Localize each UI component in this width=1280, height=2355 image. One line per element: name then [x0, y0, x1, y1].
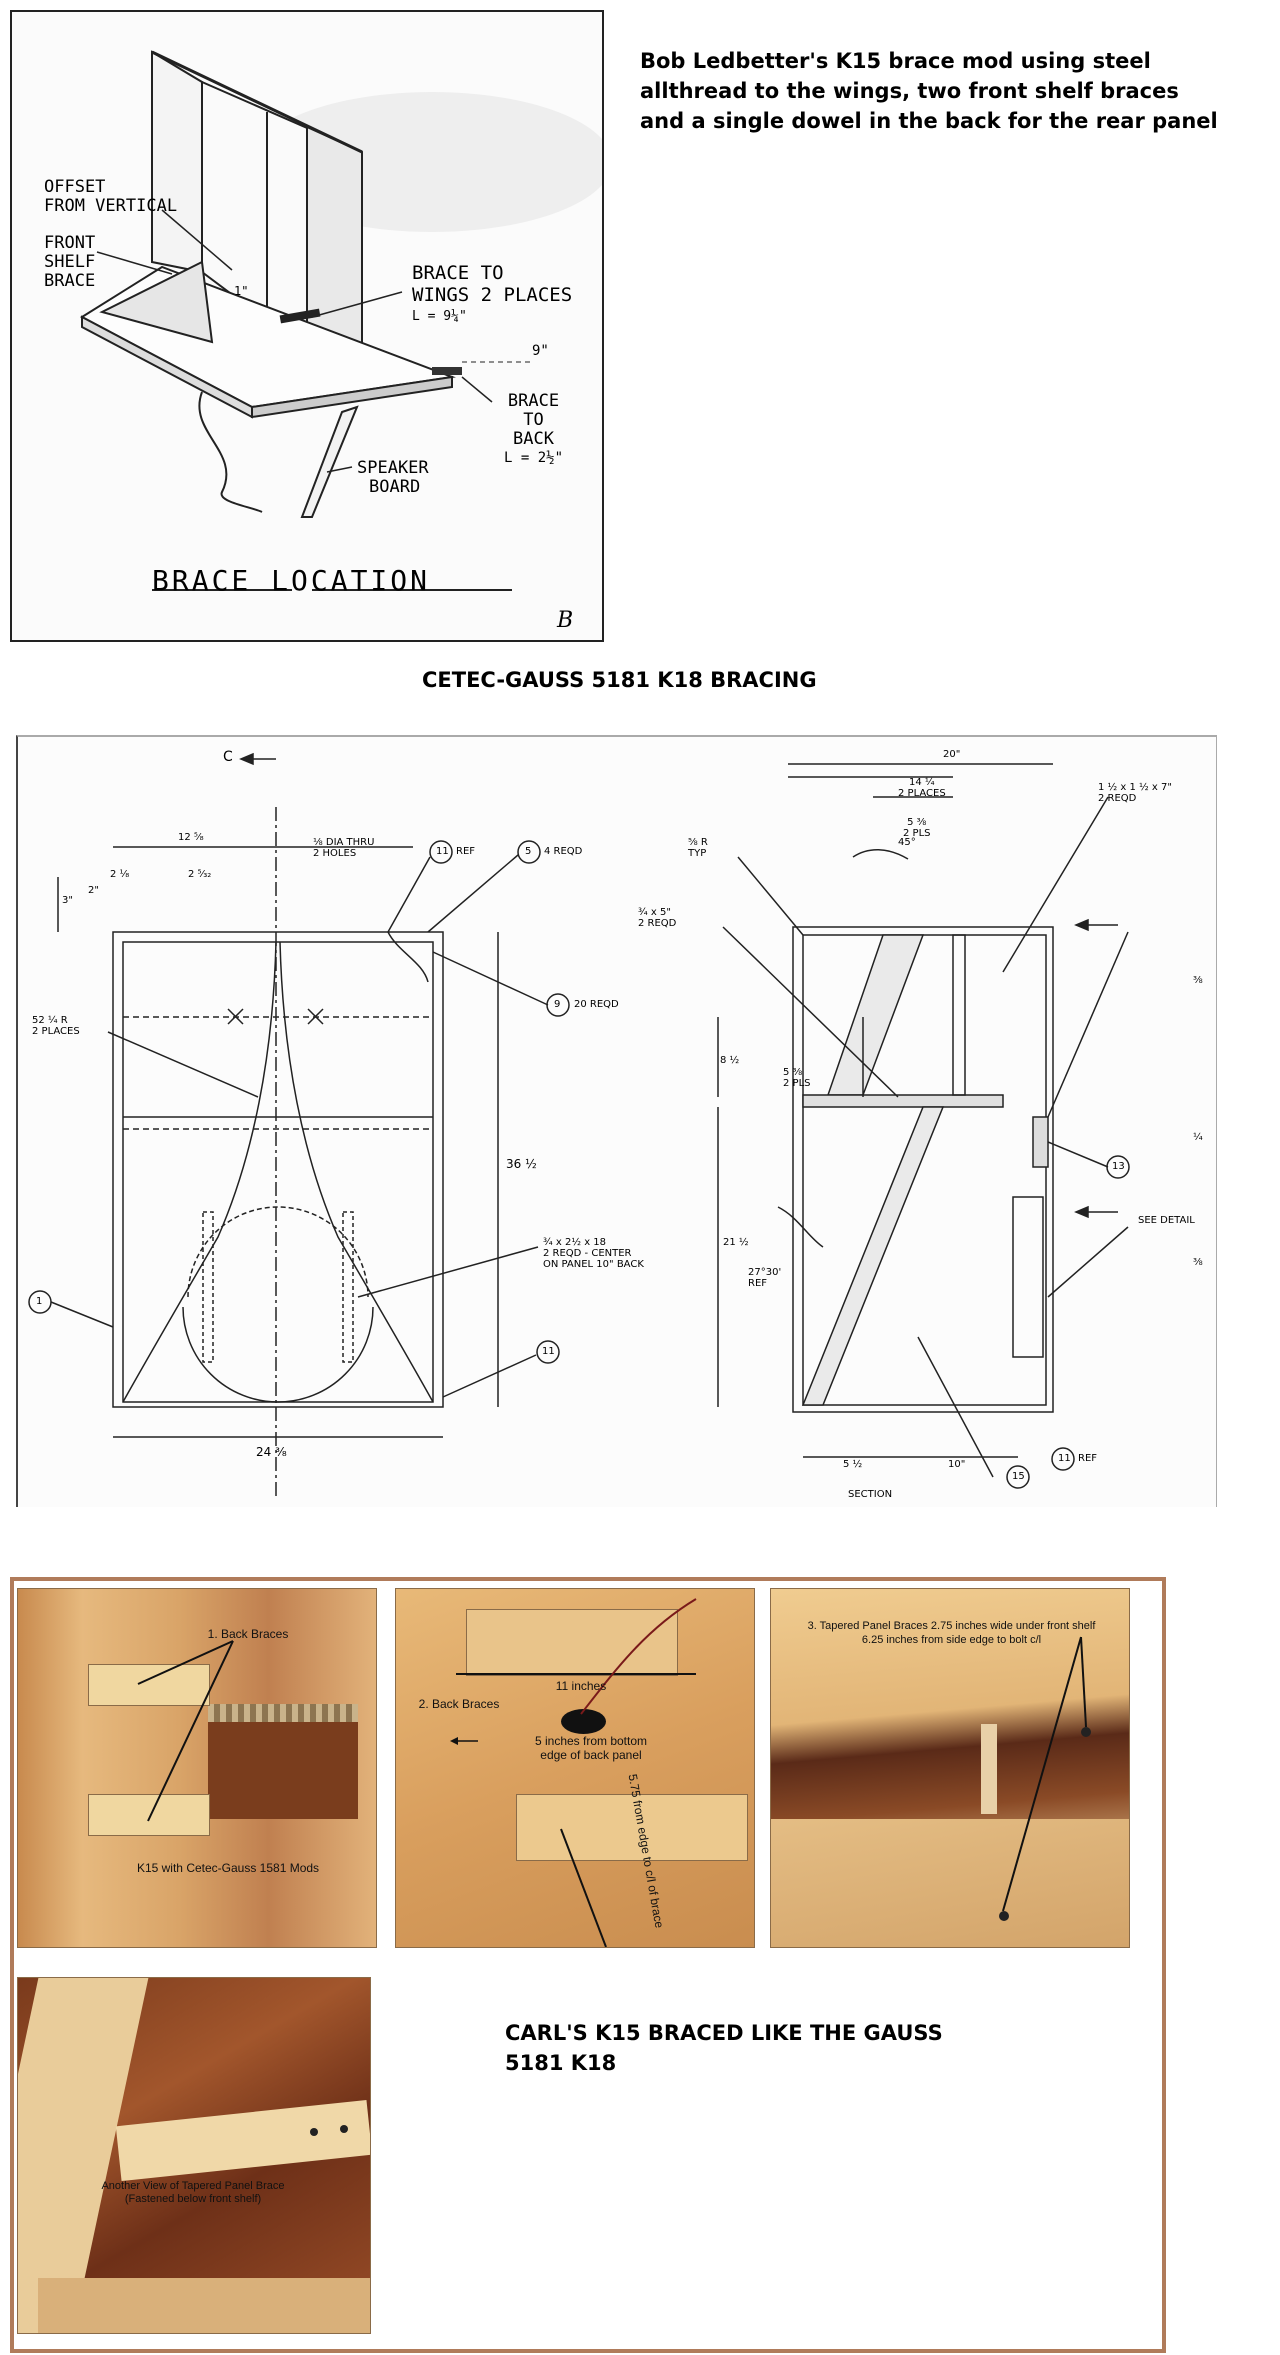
ledbetter-sketch	[10, 10, 604, 642]
photo1-label-top: 1. Back Braces	[207, 1627, 289, 1641]
photo-tapered-panel-other-view	[17, 1977, 371, 2334]
photo4-label: Another View of Tapered Panel Brace (Fastened below front shelf)	[101, 2180, 285, 2205]
dim-top-width: 12 ⁵⁄₈	[178, 832, 204, 843]
dim-5a: 5 ⅜ 2 PLS	[903, 817, 931, 839]
fraction-c: ⅜	[1193, 1257, 1203, 1268]
dim-3: 3"	[62, 895, 73, 906]
carl-caption: CARL'S K15 BRACED LIKE THE GAUSS 5181 K18	[505, 2021, 943, 2075]
photo1-label-bottom: K15 with Cetec-Gauss 1581 Mods	[136, 1861, 320, 1875]
req-20: 20 REQD	[574, 999, 619, 1010]
bottom-width: 24 ³⁄₈	[256, 1445, 287, 1459]
photo-tapered-panel-braces	[770, 1588, 1130, 1948]
brace-cleat: 1 ½ x 1 ½ x 7" 2 REQD	[1098, 782, 1172, 804]
section-label: SECTION	[848, 1489, 893, 1500]
req-4: 4 REQD	[544, 846, 583, 857]
photo2-leaders	[396, 1589, 754, 1947]
angle-ref: 27°30' REF	[748, 1267, 782, 1289]
bolt-4	[340, 2125, 348, 2133]
ref-1-circle: 1	[36, 1296, 43, 1307]
hole-note: ⅛ DIA THRU 2 HOLES	[313, 837, 375, 859]
photo1-leaders	[18, 1589, 376, 1947]
photo2-label-5: 5 inches from bottom edge of back panel	[534, 1734, 648, 1762]
brace-location-title: BRACE LOCATION	[152, 564, 431, 597]
cetec-heading: CETEC-GAUSS 5181 K18 BRACING	[422, 668, 817, 692]
dim-9in: 9"	[532, 343, 549, 359]
photo2-label-11: 11 inches	[555, 1679, 607, 1693]
cetec-drawing-lines	[18, 737, 1216, 1507]
photo3-label: 3. Tapered Panel Braces 2.75 inches wide under front shelf 6.25 inches from side edge to bolt c/l	[807, 1620, 1096, 1646]
see-detail: SEE DETAIL	[1138, 1215, 1195, 1226]
dim-14: 14 ¼ 2 PLACES	[898, 777, 946, 799]
photo-back-braces	[17, 1588, 377, 1948]
cetec-drawing	[16, 735, 1217, 1507]
fraction-a: ⅜	[1193, 975, 1203, 986]
dim-2: 2"	[88, 885, 99, 896]
brace-to-wings-label: BRACE TO WINGS 2 PLACES L = 9¼"	[412, 262, 573, 324]
dim-21: 21 ½	[723, 1237, 749, 1248]
shelf-edge	[38, 2278, 370, 2333]
bolt-3	[310, 2128, 318, 2136]
tapered-brace	[116, 2100, 371, 2181]
dim-b: 2 ⁵⁄₃₂	[188, 869, 212, 880]
speaker-board-label: SPEAKER BOARD	[357, 458, 429, 497]
signature: B	[557, 608, 574, 633]
width-20: 20"	[943, 749, 961, 760]
ledbetter-description: Bob Ledbetter's K15 brace mod using steel allthread to the wings, two front shelf braces and a single dowel in the back for the rear panel	[640, 49, 1218, 133]
ref-11-circle: 11	[436, 846, 449, 857]
dim-10: 10"	[948, 1459, 966, 1470]
photo2-label-back: 2. Back Braces	[418, 1697, 500, 1711]
brace-note: ¾ x 2½ x 18 2 REQD - CENTER ON PANEL 10" BACK	[543, 1237, 644, 1270]
ref-13-circle: 13	[1112, 1161, 1125, 1172]
dim-a: 2 ¹⁄₈	[110, 869, 130, 880]
angle-45: 45°	[898, 837, 916, 848]
radius-note: 52 ¼ R 2 PLACES	[32, 1015, 80, 1037]
centerline-label: C	[223, 749, 233, 765]
ref-9-circle: 9	[554, 999, 561, 1010]
ref-15-circle: 15	[1012, 1471, 1025, 1482]
photo-back-brace-measurements	[395, 1588, 755, 1948]
dim-5b: 5 ⅜ 2 PLS	[783, 1067, 811, 1089]
front-shelf-label: FRONT SHELF BRACE	[44, 233, 96, 291]
ref-5-circle: 5	[525, 846, 532, 857]
photo2-label-575: 5.75 from edge to c/l of brace	[625, 1772, 667, 1930]
offset-label: OFFSET FROM VERTICAL	[44, 177, 178, 216]
height-dim: 36 ½	[506, 1157, 537, 1171]
dim-34x5: ¾ x 5" 2 REQD	[638, 907, 677, 929]
fraction-b: ¼	[1193, 1132, 1203, 1143]
ref-11-right-circle: 11	[1058, 1453, 1071, 1464]
ref-label-left: REF	[456, 846, 476, 857]
ref-11b-circle: 11	[542, 1346, 555, 1357]
dim-tr: ⅝ R TYP	[688, 837, 708, 859]
dim-5c: 5 ½	[843, 1459, 863, 1470]
ref-label-right: REF	[1078, 1453, 1098, 1464]
dim-8: 8 ½	[720, 1055, 740, 1066]
dim-1in: 1"	[234, 284, 249, 298]
brace-to-back-label: BRACE TO BACK L = 2½"	[504, 391, 564, 466]
